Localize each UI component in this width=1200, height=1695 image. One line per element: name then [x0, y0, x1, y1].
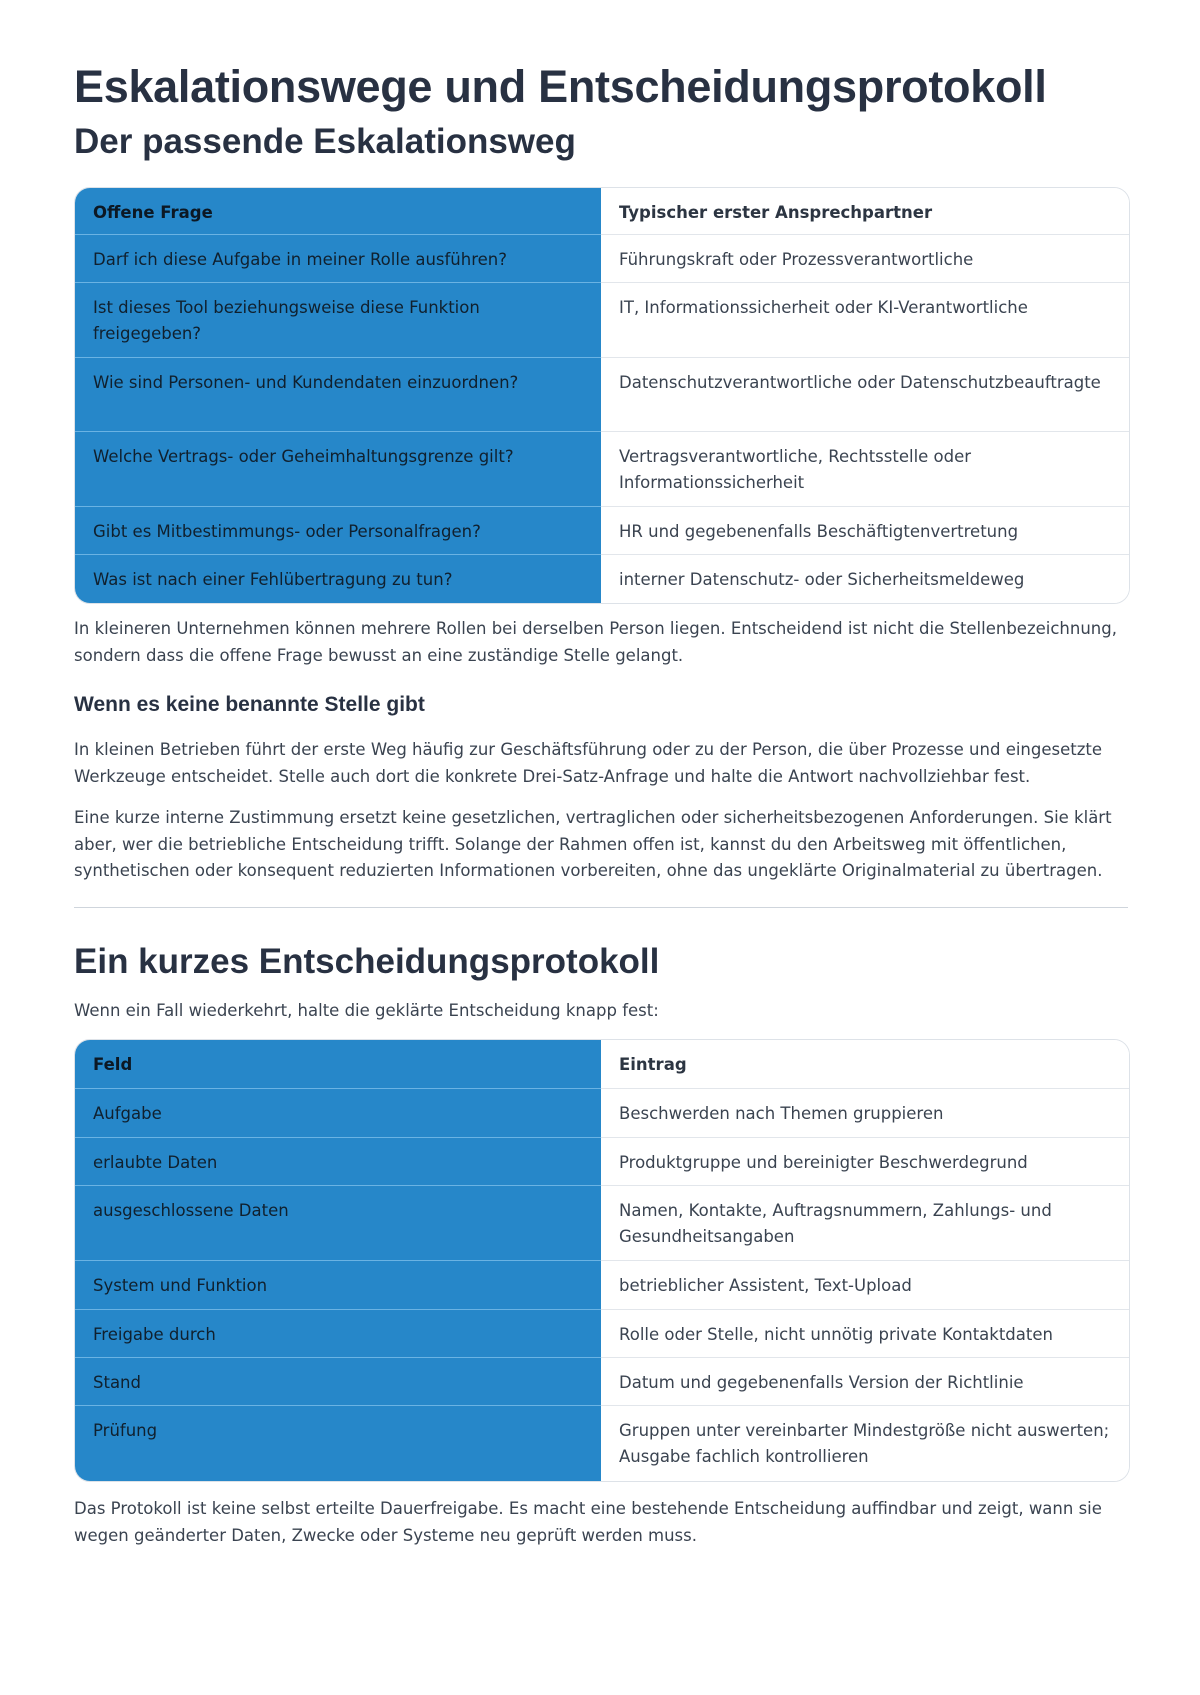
- table-cell: Gibt es Mitbestimmungs- oder Personalfragen?: [75, 507, 601, 555]
- table-cell: Was ist nach einer Fehlübertragung zu tun?: [75, 555, 601, 603]
- section-heading-protocol: Ein kurzes Entscheidungsprotokoll: [74, 941, 660, 981]
- table-cell: Prüfung: [75, 1406, 601, 1481]
- table-header-cell: Offene Frage: [75, 188, 601, 235]
- paragraph-small-companies: In kleinen Betrieben führt der erste Weg häufig zur Geschäftsführung oder zu der Person, die über Prozesse und eingesetzte Werkzeuge entscheidet. Stelle auch dort die konkrete Drei-Satz-Anfrage und halte die Antwort nachvollziehbar fest.: [74, 740, 1103, 786]
- table-cell: Gruppen unter vereinbarter Mindestgröße nicht auswerten; Ausgabe fachlich kontrollieren: [601, 1406, 1129, 1481]
- table-cell: Namen, Kontakte, Auftragsnummern, Zahlungs- und Gesundheitsangaben: [601, 1186, 1129, 1261]
- escalation-table: [74, 187, 1130, 604]
- table-cell: Aufgabe: [75, 1089, 601, 1138]
- table-cell: ausgeschlossene Daten: [75, 1186, 601, 1261]
- table-cell: erlaubte Daten: [75, 1138, 601, 1186]
- table-cell: Ist dieses Tool beziehungsweise diese Funktion freigegeben?: [75, 283, 601, 358]
- section-heading-escalation: Der passende Eskalationsweg: [74, 122, 576, 161]
- escalation-note: In kleineren Unternehmen können mehrere Rollen bei derselben Person liegen. Entscheidend ist nicht die Stellenbezeichnung, sondern dass die offene Frage bewusst an eine zuständige Stelle gelangt.: [74, 619, 1117, 665]
- table-cell: HR und gegebenenfalls Beschäftigtenvertretung: [601, 507, 1129, 555]
- table-header-cell: Eintrag: [601, 1040, 1129, 1089]
- table-cell: Rolle oder Stelle, nicht unnötig private Kontaktdaten: [601, 1310, 1129, 1358]
- table-cell: Produktgruppe und bereinigter Beschwerdegrund: [601, 1138, 1129, 1186]
- document-title: Eskalationswege und Entscheidungsprotokoll: [74, 61, 1047, 112]
- table-cell: System und Funktion: [75, 1261, 601, 1310]
- table-cell: Freigabe durch: [75, 1310, 601, 1358]
- subheading-no-contact: Wenn es keine benannte Stelle gibt: [74, 693, 425, 716]
- table-cell: Wie sind Personen- und Kundendaten einzuordnen?: [75, 358, 601, 432]
- table-cell: interner Datenschutz- oder Sicherheitsmeldeweg: [601, 555, 1129, 603]
- table-cell: Datum und gegebenenfalls Version der Richtlinie: [601, 1358, 1129, 1406]
- table-cell: IT, Informationssicherheit oder KI-Verantwortliche: [601, 283, 1129, 358]
- table-cell: Vertragsverantwortliche, Rechtsstelle oder Informationssicherheit: [601, 432, 1129, 507]
- table-cell: Darf ich diese Aufgabe in meiner Rolle ausführen?: [75, 235, 601, 283]
- table-header-cell: Typischer erster Ansprechpartner: [601, 188, 1129, 235]
- table-cell: Stand: [75, 1358, 601, 1406]
- section-divider: [74, 907, 1128, 908]
- protocol-outro: Das Protokoll ist keine selbst erteilte Dauerfreigabe. Es macht eine bestehende Entscheidung auffindbar und zeigt, wann sie wegen geänderter Daten, Zwecke oder Systeme neu geprüft werden muss.: [74, 1499, 1102, 1545]
- protocol-table: [74, 1039, 1130, 1482]
- table-cell: Führungskraft oder Prozessverantwortliche: [601, 235, 1129, 283]
- protocol-intro: Wenn ein Fall wiederkehrt, halte die geklärte Entscheidung knapp fest:: [74, 1000, 659, 1020]
- table-header-cell: Feld: [75, 1040, 601, 1089]
- table-cell: Beschwerden nach Themen gruppieren: [601, 1089, 1129, 1138]
- table-cell: betrieblicher Assistent, Text-Upload: [601, 1261, 1129, 1310]
- table-cell: Datenschutzverantwortliche oder Datenschutzbeauftragte: [601, 358, 1129, 432]
- table-cell: Welche Vertrags- oder Geheimhaltungsgrenze gilt?: [75, 432, 601, 507]
- paragraph-internal-consent: Eine kurze interne Zustimmung ersetzt keine gesetzlichen, vertraglichen oder sicherheitsbezogenen Anforderungen. Sie klärt aber, wer die betriebliche Entscheidung trifft. Solange der Rahmen offen ist, kannst du den Arbeitsweg mit öffentlichen, synthetischen oder konsequent reduzierten Informationen vorbereiten, ohne das ungeklärte Originalmaterial zu übertragen.: [74, 808, 1112, 880]
